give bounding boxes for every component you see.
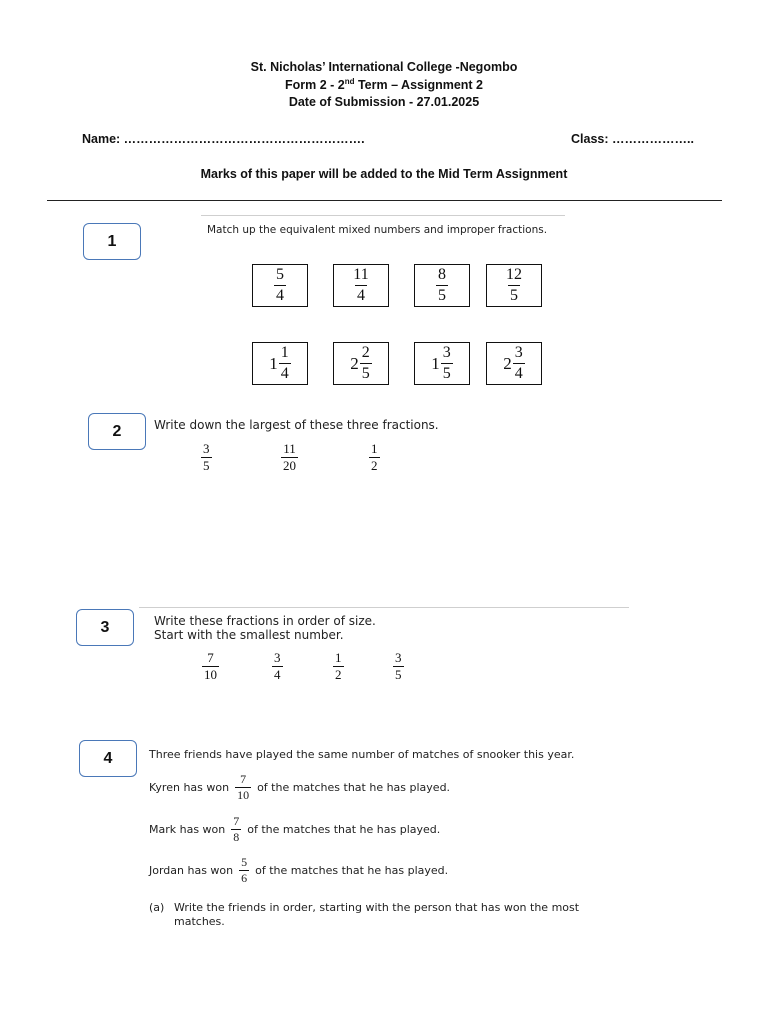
fraction-denominator: 5	[510, 287, 518, 304]
fraction-denominator: 5	[203, 458, 210, 473]
fraction-numerator: 3	[274, 650, 281, 665]
fraction-denominator: 2	[371, 458, 378, 473]
q4-intro: Three friends have played the same number of matches of snooker this year.	[149, 748, 575, 761]
fraction-numerator: 3	[395, 650, 402, 665]
q4-part-a-line2: matches.	[174, 915, 225, 928]
marks-note: Marks of this paper will be added to the Mid Term Assignment	[200, 167, 568, 181]
fraction-denominator: 10	[237, 788, 250, 802]
q3-rule	[139, 607, 629, 608]
mixed-whole: 1	[431, 353, 440, 373]
q4-part-a-line1: Write the friends in order, starting with the person that has won the most	[174, 901, 580, 914]
q2-prompt: Write down the largest of these three fractions.	[154, 418, 439, 432]
mixed-number-1	[252, 342, 308, 385]
q1-rule	[201, 215, 565, 216]
line-before: Mark has won	[149, 822, 226, 836]
fraction-denominator: 20	[283, 458, 296, 473]
fraction-denominator: 4	[357, 287, 365, 304]
header-divider	[47, 200, 722, 201]
fraction-denominator: 4	[274, 667, 281, 682]
mixed-number-2	[333, 342, 389, 385]
question-number-4: 4	[79, 740, 137, 777]
fraction-numerator: 5	[241, 855, 248, 869]
improper-fraction-3	[414, 264, 470, 307]
fraction-numerator: 1	[280, 344, 289, 361]
fraction-numerator: 3	[442, 344, 451, 361]
q4-line-kyren	[149, 773, 450, 801]
fraction-numerator: 1	[335, 650, 342, 665]
fraction-denominator: 8	[233, 830, 240, 844]
fraction-denominator: 5	[395, 667, 402, 682]
q2-fraction-1	[201, 442, 212, 472]
name-field: Name: ………………………………………………….	[82, 132, 365, 146]
fraction-numerator: 5	[276, 266, 284, 283]
line-after: of the matches that he has played.	[255, 863, 449, 877]
q4-line-mark	[149, 815, 440, 843]
q3-fraction-4	[393, 651, 404, 681]
fraction-numerator: 3	[203, 441, 210, 456]
mixed-number-4	[486, 342, 542, 385]
question-number-1: 1	[83, 223, 141, 260]
fraction-numerator: 8	[438, 266, 446, 283]
form-suffix: Term – Assignment 2	[354, 78, 484, 93]
mixed-whole: 1	[269, 353, 278, 373]
class-field: Class: ………………..	[571, 132, 694, 146]
improper-fraction-2	[333, 264, 389, 307]
q3-fraction-1	[202, 651, 219, 681]
improper-fraction-4	[486, 264, 542, 307]
question-number-2: 2	[88, 413, 146, 450]
submission-date: Date of Submission - 27.01.2025	[288, 95, 480, 109]
fraction-denominator: 4	[514, 365, 523, 382]
line-after: of the matches that he has played.	[257, 780, 451, 794]
fraction-numerator: 11	[283, 441, 296, 456]
q3-fraction-2	[272, 651, 283, 681]
ordinal-suffix: nd	[344, 77, 355, 86]
q3-prompt-line2: Start with the smallest number.	[154, 628, 344, 642]
fraction-denominator: 2	[335, 667, 342, 682]
fraction-numerator: 7	[233, 814, 240, 828]
fraction-numerator: 1	[371, 441, 378, 456]
school-name: St. Nicholas’ International College -Negombo	[250, 60, 518, 74]
fraction-numerator: 2	[361, 344, 370, 361]
fraction-denominator: 6	[241, 871, 248, 885]
fraction-numerator: 12	[506, 266, 522, 283]
improper-fraction-1	[252, 264, 308, 307]
line-before: Jordan has won	[149, 863, 234, 877]
form-prefix: Form 2 - 2	[284, 78, 345, 93]
fraction-denominator: 5	[361, 365, 370, 382]
mixed-whole: 2	[503, 353, 512, 373]
fraction-numerator: 3	[514, 344, 523, 361]
fraction-denominator: 4	[276, 287, 284, 304]
fraction-denominator: 5	[442, 365, 451, 382]
form-term-title	[0, 77, 768, 92]
q3-prompt-line1: Write these fractions in order of size.	[154, 614, 376, 628]
question-number-3: 3	[76, 609, 134, 646]
mixed-whole: 2	[350, 353, 359, 373]
fraction-denominator: 10	[204, 667, 217, 682]
q1-prompt: Match up the equivalent mixed numbers and improper fractions.	[207, 224, 548, 236]
fraction-denominator: 4	[280, 365, 289, 382]
q4-line-jordan	[149, 856, 448, 884]
fraction-denominator: 5	[438, 287, 446, 304]
fraction-numerator: 7	[240, 772, 247, 786]
fraction-numerator: 11	[353, 266, 369, 283]
q2-fraction-2	[281, 442, 298, 472]
fraction-numerator: 7	[207, 650, 214, 665]
q3-fraction-3	[333, 651, 344, 681]
q2-fraction-3	[369, 442, 380, 472]
line-after: of the matches that he has played.	[247, 822, 441, 836]
mixed-number-3	[414, 342, 470, 385]
q4-part-a-label: (a)	[149, 901, 165, 914]
line-before: Kyren has won	[149, 780, 230, 794]
